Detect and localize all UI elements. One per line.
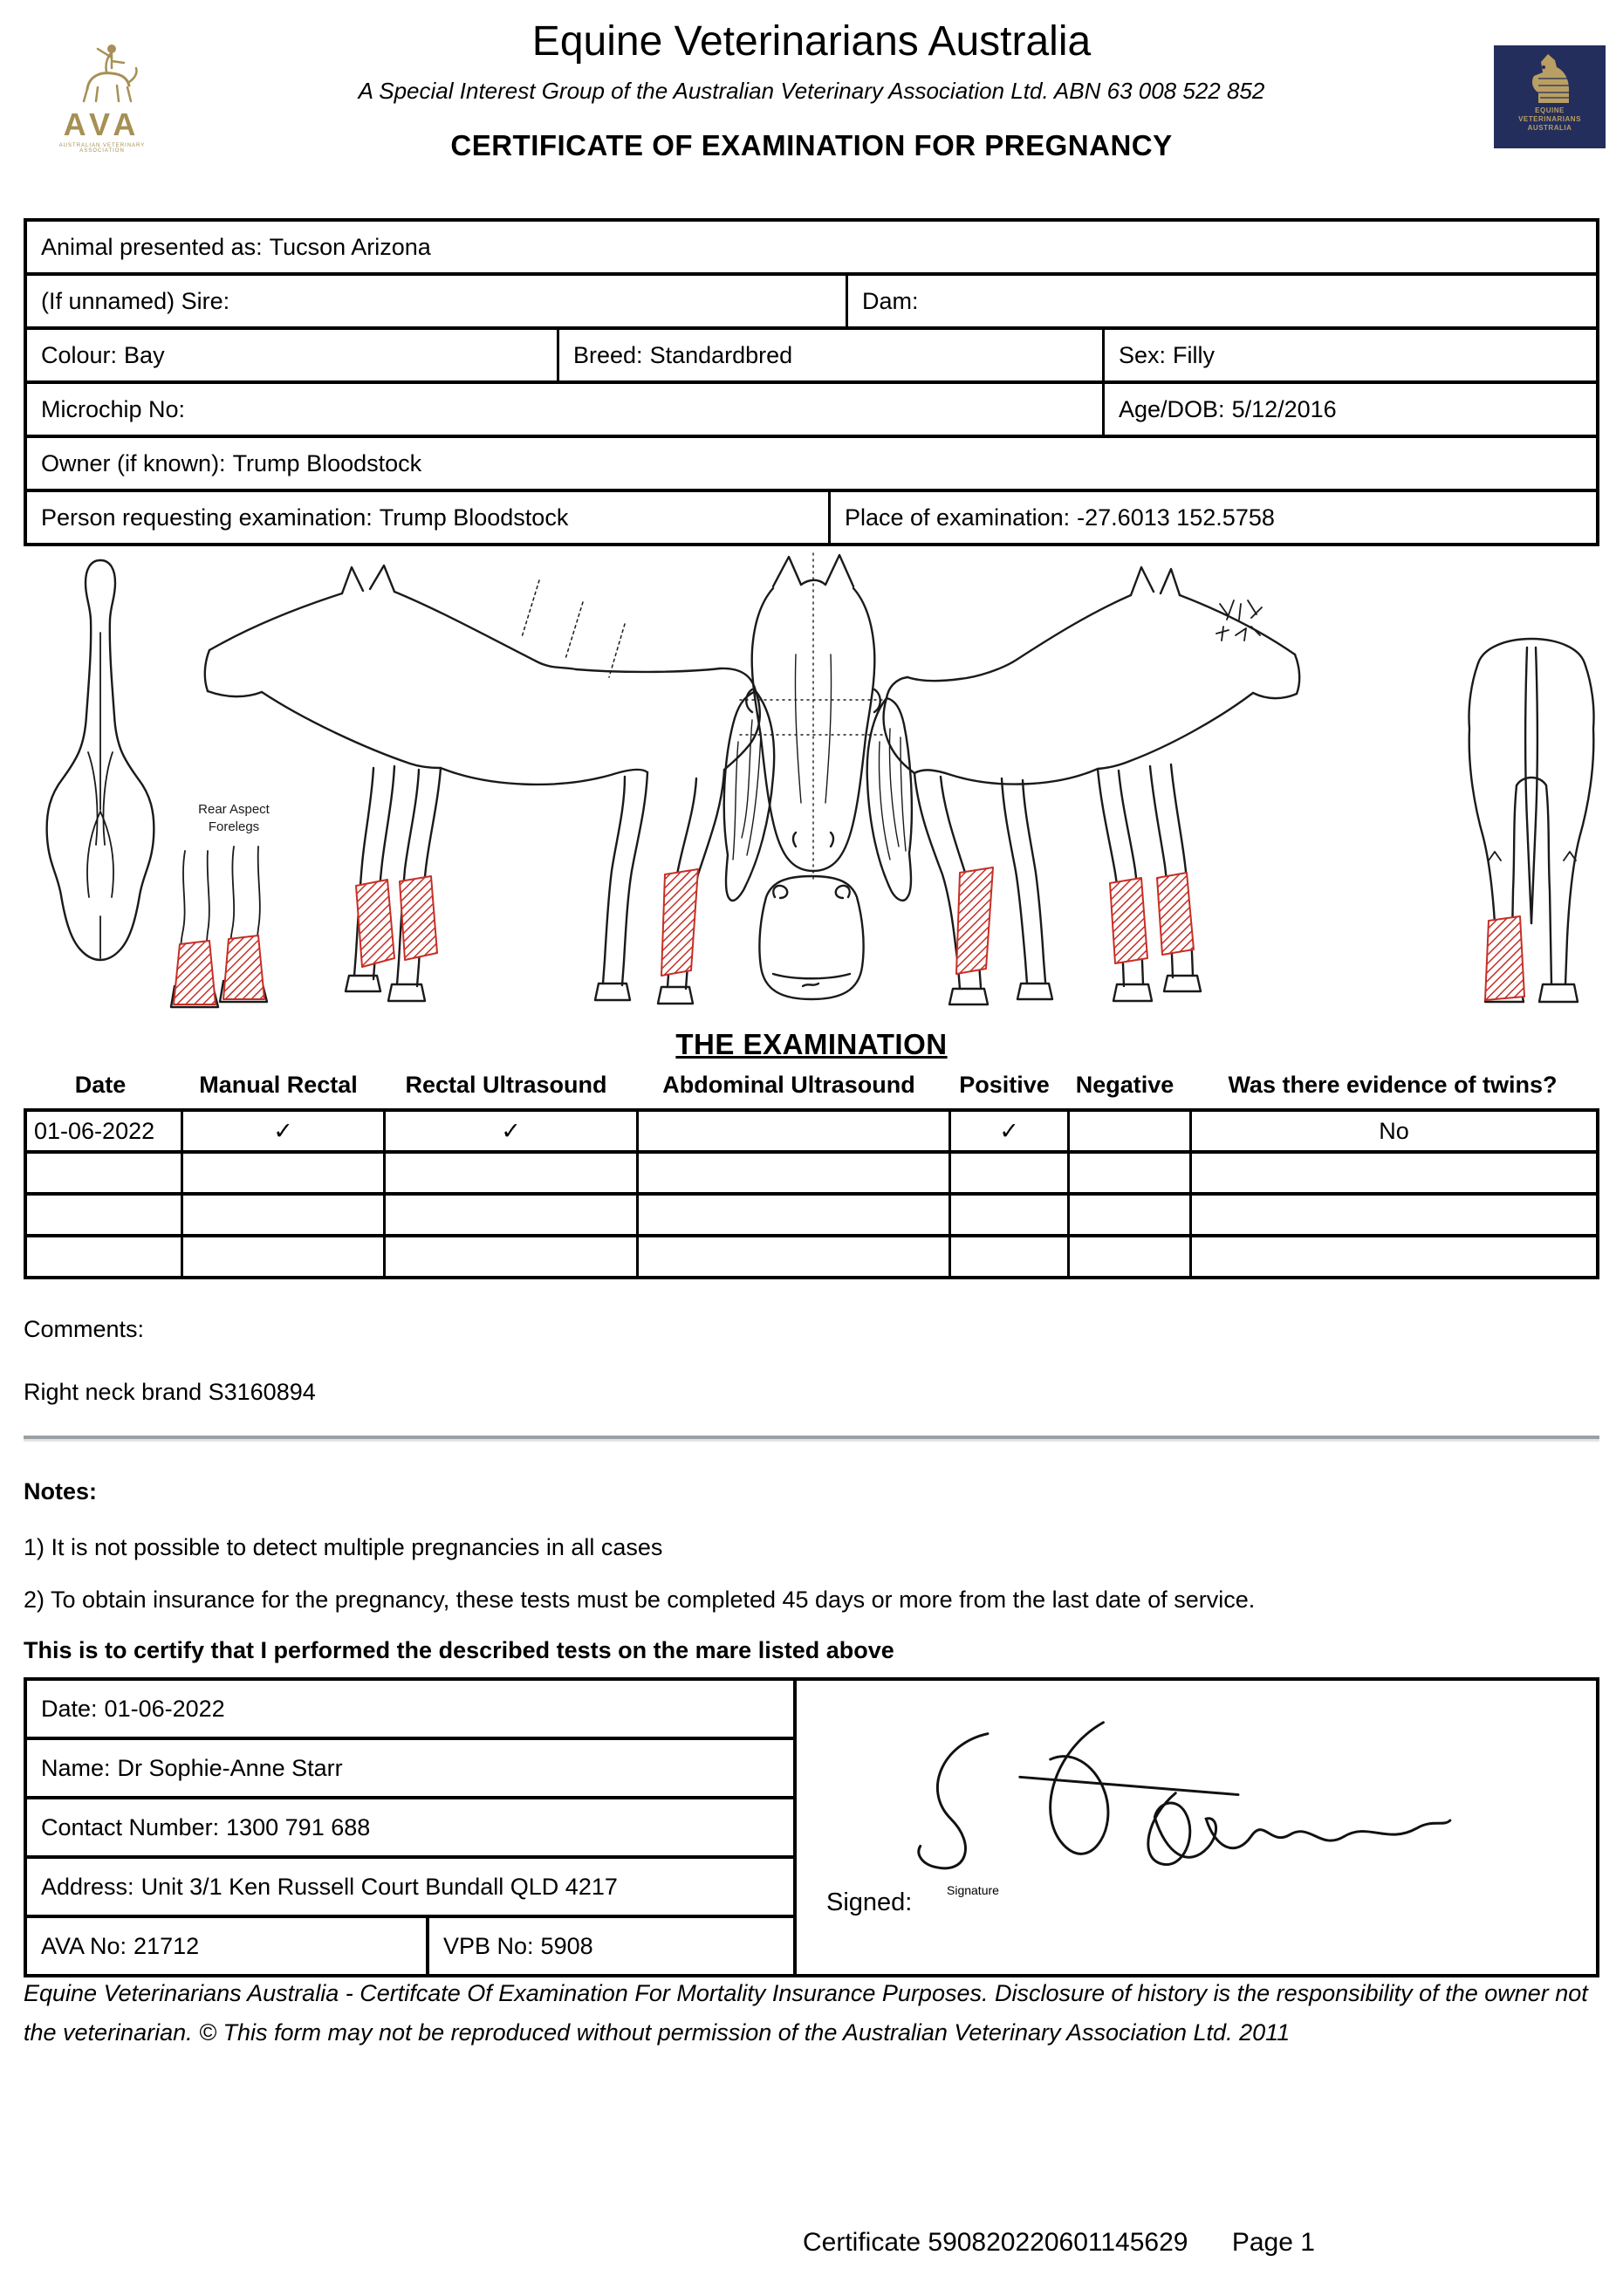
examination-row (27, 1112, 1596, 1150)
horse-front-view-diagram (740, 553, 887, 883)
notes-label: Notes: (24, 1478, 98, 1504)
field-label: Contact Number: (41, 1813, 220, 1840)
examination-row (27, 1192, 1596, 1234)
negative-cell (1067, 1154, 1189, 1192)
field-value: Tucson Arizona (269, 233, 431, 260)
rectal-ultrasound-check (383, 1196, 636, 1234)
field-person-requesting (27, 492, 828, 543)
signature-caption: Signature (947, 1883, 999, 1897)
field-value: Dr Sophie-Anne Starr (117, 1754, 343, 1781)
exam-date-cell (27, 1196, 181, 1234)
column-header: Was there evidence of twins? (1228, 1072, 1558, 1098)
note-item-1: 1) It is not possible to detect multiple pregnancies in all cases (24, 1534, 663, 1560)
field-place-of-examination (828, 492, 1596, 543)
field-label: VPB No: (443, 1932, 534, 1959)
table-row (27, 222, 1596, 272)
signature-image (893, 1700, 1503, 1901)
table-row (27, 380, 1596, 435)
field-value: 1300 791 688 (226, 1813, 371, 1840)
field-label: Microchip No: (41, 395, 186, 422)
signature-cell (797, 1681, 1596, 1974)
examination-row (27, 1150, 1596, 1192)
table-row (27, 1737, 793, 1796)
abdominal-ultrasound-cell (636, 1196, 948, 1234)
field-value: Unit 3/1 Ken Russell Court Bundall QLD 4217 (140, 1873, 618, 1900)
field-value: 01-06-2022 (104, 1695, 225, 1722)
manual-rectal-check (181, 1237, 383, 1276)
examination-title: THE EXAMINATION (675, 1028, 948, 1060)
horse-muzzle-diagram (759, 876, 863, 999)
field-label: Animal presented as: (41, 233, 263, 260)
horse-markings-diagram (0, 550, 1623, 1012)
rectal-ultrasound-check: ✓ (383, 1112, 636, 1150)
marking-left-horse-forelegs (356, 869, 698, 976)
eva-logo (1494, 45, 1606, 148)
signed-label: Signed: (826, 1888, 913, 1916)
ava-logo (37, 37, 168, 154)
comments-label: Comments: (24, 1316, 145, 1342)
twins-cell (1189, 1154, 1596, 1192)
positive-check (948, 1196, 1067, 1234)
field-ava-no (27, 1918, 426, 1974)
document-title: CERTIFICATE OF EXAMINATION FOR PREGNANCY (450, 129, 1173, 161)
positive-check: ✓ (948, 1112, 1067, 1150)
examination-table-headers (24, 1072, 1599, 1099)
eva-knight-head-icon (1524, 52, 1575, 106)
negative-cell (1067, 1237, 1189, 1276)
rectal-ultrasound-check (383, 1154, 636, 1192)
field-breed (557, 330, 1102, 380)
field-label: AVA No: (41, 1932, 127, 1959)
field-label: Colour: (41, 341, 118, 368)
field-sire (27, 276, 846, 326)
marking-rear-aspect-hooves (174, 936, 264, 1004)
field-label: Place of examination: (845, 504, 1071, 531)
animal-details-table (24, 218, 1599, 546)
marking-right-horse-legs (956, 867, 1194, 974)
page-number: Page 1 (1231, 2228, 1315, 2257)
table-row (27, 326, 1596, 380)
field-owner (27, 438, 1596, 489)
ava-horse-rider-icon (54, 37, 150, 105)
field-label: Owner (if known): (41, 449, 226, 476)
certify-statement: This is to certify that I performed the described tests on the mare listed above (24, 1637, 894, 1663)
column-header: Manual Rectal (199, 1072, 358, 1098)
field-value: Standardbred (649, 341, 793, 368)
eva-logo-text-line: AUSTRALIA (1527, 124, 1572, 132)
certificate-number: Certificate 590820220601145629 (803, 2228, 1188, 2257)
abdominal-ultrasound-cell (636, 1112, 948, 1150)
veterinarian-details (27, 1681, 797, 1974)
rear-aspect-label-line1: Rear Aspect (198, 802, 270, 817)
manual-rectal-check (181, 1196, 383, 1234)
document-header (0, 10, 1623, 162)
field-label: Sex: (1119, 341, 1167, 368)
field-exam-date (27, 1681, 793, 1737)
field-label: Dam: (862, 287, 919, 314)
field-value: Filly (1173, 341, 1216, 368)
footer-disclaimer: Equine Veterinarians Australia - Certifcate Of Examination For Mortality Insurance Purposes. Disclosure of history is the responsibility of the owner not the veterinarian. © This form may not be reproduced without permission of the Australian Veterinary Association Ltd. 2011 (24, 1980, 1588, 2046)
field-value: Bay (124, 341, 165, 368)
column-header: Date (74, 1072, 127, 1098)
field-label: Name: (41, 1754, 111, 1781)
field-microchip (27, 384, 1102, 435)
field-label: (If unnamed) Sire: (41, 287, 230, 314)
field-value: 21712 (134, 1932, 200, 1959)
column-header: Abdominal Ultrasound (662, 1072, 915, 1098)
field-dam (846, 276, 1596, 326)
field-value: 5908 (540, 1932, 593, 1959)
field-label: Person requesting examination: (41, 504, 373, 531)
manual-rectal-check (181, 1154, 383, 1192)
positive-check (948, 1154, 1067, 1192)
rear-aspect-label-line2: Forelegs (208, 819, 260, 834)
examination-row (27, 1234, 1596, 1276)
veterinarian-signature-table (24, 1677, 1599, 1977)
field-vet-name (27, 1740, 793, 1796)
certificate-footer (803, 2228, 1315, 2258)
field-sex (1102, 330, 1596, 380)
exam-date-cell (27, 1237, 181, 1276)
field-value: -27.6013 152.5758 (1077, 504, 1275, 531)
field-presented-as (27, 222, 1596, 272)
table-row (27, 272, 1596, 326)
examination-table (24, 1108, 1599, 1279)
field-age-dob (1102, 384, 1596, 435)
field-value: Trump Bloodstock (379, 504, 569, 531)
table-row (27, 1855, 793, 1915)
column-header: Positive (959, 1072, 1050, 1098)
field-contact-number (27, 1799, 793, 1855)
ava-logo-word: AVA (63, 106, 141, 142)
abdominal-ultrasound-cell (636, 1154, 948, 1192)
field-value: 5/12/2016 (1231, 395, 1337, 422)
table-row (27, 489, 1596, 543)
negative-cell (1067, 1112, 1189, 1150)
field-label: Breed: (573, 341, 643, 368)
rectal-ultrasound-check (383, 1237, 636, 1276)
eva-logo-text-line: EQUINE (1535, 106, 1565, 114)
twins-cell (1189, 1196, 1596, 1234)
positive-check (948, 1237, 1067, 1276)
field-value: Trump Bloodstock (232, 449, 422, 476)
exam-date-cell: 01-06-2022 (34, 1117, 155, 1144)
column-header: Rectal Ultrasound (405, 1072, 607, 1098)
horse-ventral-view-diagram (47, 560, 154, 960)
table-row (27, 1796, 793, 1855)
manual-rectal-check: ✓ (181, 1112, 383, 1150)
field-label: Address: (41, 1873, 134, 1900)
eva-logo-text-line: VETERINARIANS (1518, 115, 1581, 123)
ava-logo-caption: AUSTRALIAN VETERINARY ASSOCIATION (58, 143, 146, 154)
horse-right-side-diagram (867, 567, 1300, 1004)
table-row (27, 435, 1596, 489)
abdominal-ultrasound-cell (636, 1237, 948, 1276)
section-divider (24, 1436, 1599, 1439)
marking-rear-view-leg (1485, 916, 1524, 1000)
field-colour (27, 330, 557, 380)
twins-cell: No (1189, 1112, 1596, 1150)
exam-date-cell (27, 1154, 181, 1192)
comments-text: Right neck brand S3160894 (24, 1379, 316, 1405)
field-label: Age/DOB: (1119, 395, 1225, 422)
org-name: Equine Veterinarians Australia (531, 18, 1092, 65)
field-address (27, 1859, 793, 1915)
table-row (27, 1915, 793, 1974)
field-vpb-no (426, 1918, 793, 1974)
org-subtitle: A Special Interest Group of the Australian Veterinary Association Ltd. ABN 63 008 522 852 (358, 78, 1265, 104)
twins-cell (1189, 1237, 1596, 1276)
column-header: Negative (1075, 1072, 1174, 1098)
field-label: Date: (41, 1695, 98, 1722)
negative-cell (1067, 1196, 1189, 1234)
table-row (27, 1681, 793, 1737)
note-item-2: 2) To obtain insurance for the pregnancy, these tests must be completed 45 days or more from the last date of service. (24, 1587, 1256, 1613)
